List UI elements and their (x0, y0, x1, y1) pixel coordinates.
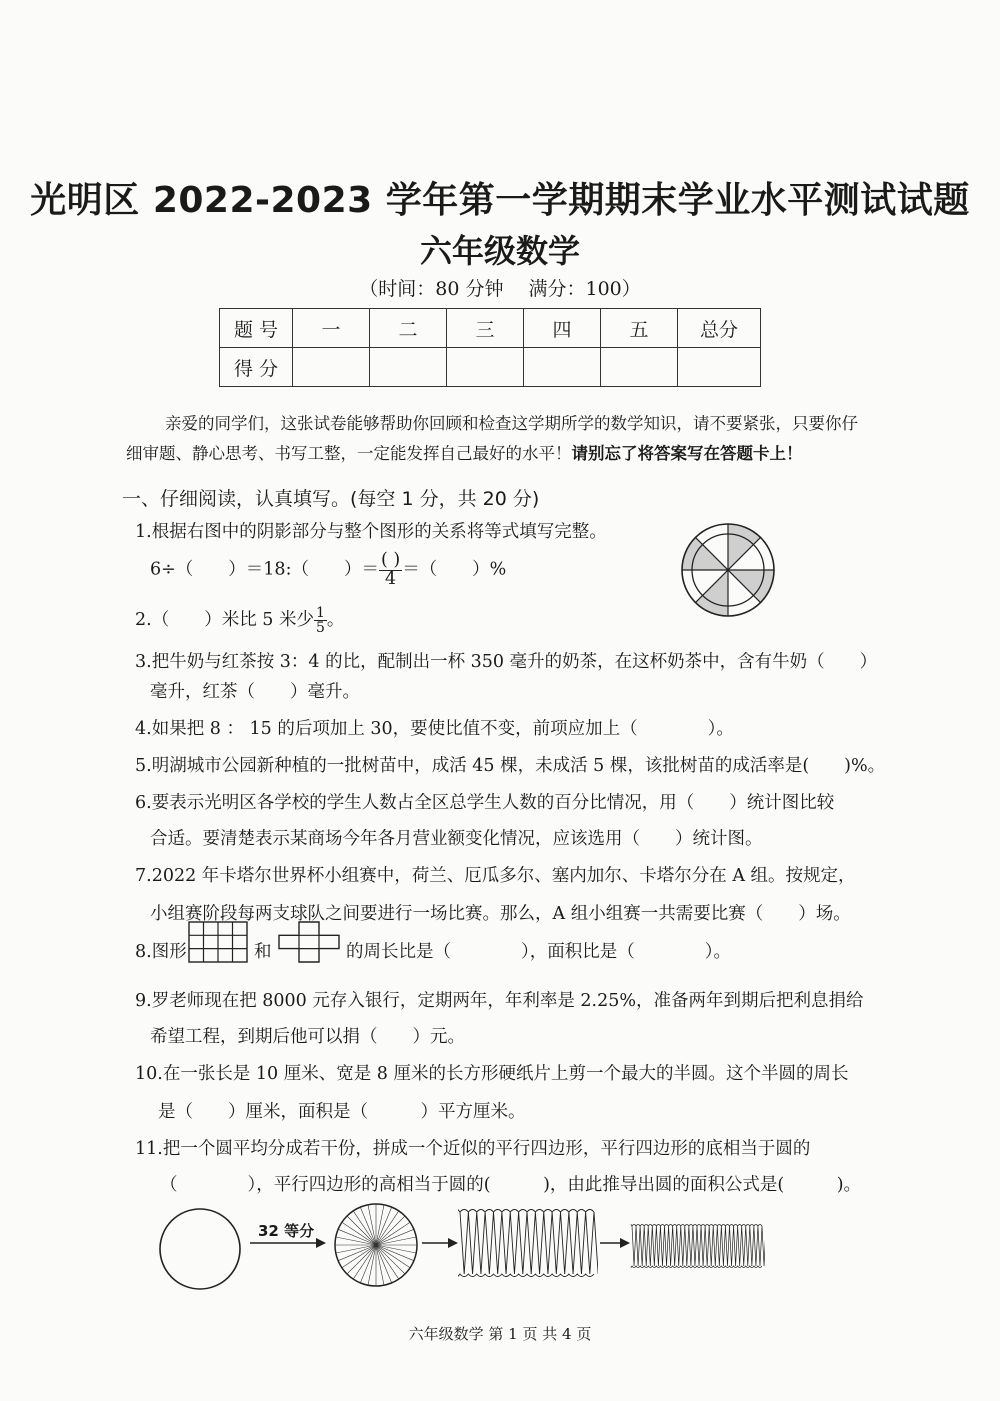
score-table-score-label: 得 分 (220, 348, 293, 387)
exam-title: 光明区 2022-2023 学年第一学期期末学业水平测试试题 (30, 180, 970, 221)
question-3-line-2: 毫升，红茶（ ）毫升。 (150, 682, 360, 702)
score-table-col-5: 五 (601, 309, 678, 348)
question-8-suffix: 的周长比是（ ），面积比是（ ）。 (346, 942, 731, 962)
page-footer: 六年级数学 第 1 页 共 4 页 (408, 1325, 592, 1343)
q11-sliced-circle (333, 1202, 419, 1288)
score-table-header-label: 题 号 (220, 309, 293, 348)
table-row (220, 348, 761, 387)
score-table-col-4: 四 (524, 309, 601, 348)
q2-part-a: 2.（ ）米比 5 米少 (135, 610, 314, 630)
q1-frac-den: 4 (385, 568, 397, 589)
arrow-right-icon (598, 1236, 632, 1250)
score-table-col-3: 三 (447, 309, 524, 348)
q1-eq-part-a: 6÷（ ）＝18:（ ）＝ (150, 559, 379, 580)
table-row (220, 309, 761, 348)
question-6-line-1: 6.要表示光明区各学校的学生人数占全区总学生人数的百分比情况，用（ ）统计图比较 (135, 793, 835, 813)
q11-fine-parallelogram (630, 1222, 765, 1270)
q11-label-32-parts: 32 等分 (258, 1222, 315, 1240)
score-table-col-total: 总分 (678, 309, 761, 348)
q2-frac-num: 1 (315, 605, 325, 621)
question-8-prefix: 8.图形 (135, 942, 187, 962)
q2-part-b: 。 (326, 610, 345, 630)
q1-frac-num: ( ) (380, 550, 401, 570)
q1-circle-figure (680, 522, 776, 618)
score-cell[interactable] (447, 348, 524, 387)
question-7-line-2: 小组赛阶段每两支球队之间要进行一场比赛。那么，A 组小组赛一共需要比赛（ ）场。 (150, 904, 851, 924)
section-1-heading: 一、仔细阅读，认真填写。(每空 1 分，共 20 分) (122, 488, 540, 510)
intro-reminder: 请别忘了将答案写在答题卡上！ (571, 444, 803, 463)
q8-grid-figure (188, 921, 248, 963)
score-table-col-1: 一 (293, 309, 370, 348)
q2-fraction (314, 606, 327, 635)
question-7-line-1: 7.2022 年卡塔尔世界杯小组赛中，荷兰、厄瓜多尔、塞内加尔、卡塔尔分在 A 组。按规定， (135, 866, 856, 886)
question-8-and: 和 (254, 942, 272, 962)
q1-eq-part-b: ＝（ ）% (402, 559, 507, 580)
question-4: 4.如果把 8 ： 15 的后项加上 30，要使比值不变，前项应加上（ ）。 (135, 719, 734, 739)
intro-line-2 (126, 440, 803, 464)
q1-fraction (379, 552, 402, 588)
question-1-equation (150, 552, 506, 588)
question-5: 5.明湖城市公园新种植的一批树苗中，成活 45 棵，未成活 5 棵，该批树苗的成活率是( )%。 (135, 756, 886, 776)
question-2 (135, 606, 344, 635)
score-cell[interactable] (524, 348, 601, 387)
score-cell[interactable] (601, 348, 678, 387)
q11-rough-parallelogram (458, 1206, 598, 1278)
question-1: 1.根据右图中的阴影部分与整个图形的关系将等式填写完整。 (135, 522, 607, 542)
intro-line-2-text: 细审题、静心思考、书写工整，一定能发挥自己最好的水平！ (126, 444, 572, 463)
question-6-line-2: 合适。要清楚表示某商场今年各月营业额变化情况，应该选用（ ）统计图。 (150, 829, 763, 849)
arrow-right-icon (420, 1236, 460, 1250)
q11-whole-circle (158, 1207, 242, 1291)
exam-subtitle: 六年级数学 (419, 232, 580, 270)
score-cell[interactable] (678, 348, 761, 387)
question-3-line-1: 3.把牛奶与红茶按 3：4 的比，配制出一杯 350 毫升的奶茶，在这杯奶茶中，含有牛奶（ ） (135, 652, 878, 672)
question-9-line-1: 9.罗老师现在把 8000 元存入银行，定期两年，年利率是 2.25%，准备两年到期后把利息捐给 (135, 991, 864, 1011)
intro-line-1: 亲爱的同学们，这张试卷能够帮助你回顾和检查这学期所学的数学知识，请不要紧张，只要你仔 (165, 414, 858, 433)
question-11-line-2: （ ），平行四边形的高相当于圆的( )，由此推导出圆的面积公式是( )。 (160, 1175, 862, 1195)
exam-info: （时间：80 分钟 满分：100） (359, 278, 641, 300)
question-10-line-2: 是（ ）厘米，面积是（ ）平方厘米。 (158, 1102, 526, 1122)
score-cell[interactable] (293, 348, 370, 387)
score-cell[interactable] (370, 348, 447, 387)
question-10-line-1: 10.在一张长是 10 厘米、宽是 8 厘米的长方形硬纸片上剪一个最大的半圆。这个半圆的周长 (135, 1064, 849, 1084)
question-9-line-2: 希望工程，到期后他可以捐（ ）元。 (150, 1027, 465, 1047)
q8-cross-figure (278, 921, 340, 963)
score-table (219, 308, 761, 387)
question-11-line-1: 11.把一个圆平均分成若干份，拼成一个近似的平行四边形，平行四边形的底相当于圆的 (135, 1139, 811, 1159)
score-table-col-2: 二 (370, 309, 447, 348)
arrow-right-icon (248, 1236, 328, 1250)
q2-frac-den: 5 (315, 620, 325, 636)
